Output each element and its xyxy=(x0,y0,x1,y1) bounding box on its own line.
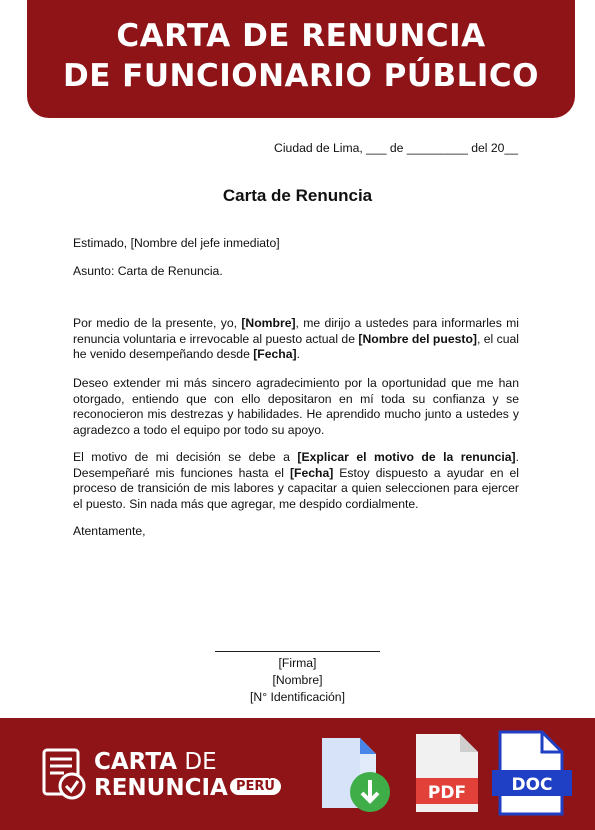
pdf-label: PDF xyxy=(427,783,467,803)
p1-placeholder-name: [Nombre] xyxy=(241,316,296,330)
signature-id: [N° Identificación] xyxy=(250,690,345,704)
banner-title-line2: DE FUNCIONARIO PÚBLICO xyxy=(62,58,540,94)
signature-line xyxy=(215,651,380,652)
p3-text-3: Estoy dispuesto a ayudar en el proceso de transición de mis labores y capacitar a quien seleccionen para ejercer el puesto. Sin nada más que agregar, me despido cordialmente. xyxy=(73,465,519,511)
p1-text-3: , el cual he venido desempeñando desde xyxy=(73,331,519,362)
footer-banner xyxy=(0,718,595,830)
signature-firma: [Firma] xyxy=(278,656,317,670)
p3-text-2: . Desempeñaré mis funciones hasta el xyxy=(73,450,519,480)
document-check-icon xyxy=(42,748,88,802)
letter-title: Carta de Renuncia xyxy=(222,186,373,205)
signature-nombre: [Nombre] xyxy=(272,673,323,687)
p3-placeholder-date: [Fecha] xyxy=(289,465,334,480)
letter-subject: Asunto: Carta de Renuncia. xyxy=(73,264,223,278)
pdf-file-icon[interactable] xyxy=(414,732,480,814)
p1-text-1: Por medio de la presente, yo, xyxy=(73,316,242,330)
paragraph-1 xyxy=(73,316,519,363)
brand-renuncia: RENUNCIA xyxy=(94,775,228,801)
p3-placeholder-reason: [Explicar el motivo de la renuncia] xyxy=(297,450,516,464)
paragraph-2: Deseo extender mi más sincero agradecimiento por la oportunidad que me han otorgado, entiendo que con ello depositaron en mí toda su confianza y se reconocieron mis destrezas y habilidades. He aprendido mucho junto a ustedes y agradezco a todo el equipo por todo su apoyo. xyxy=(73,376,519,437)
google-docs-download-icon[interactable] xyxy=(318,734,396,816)
letter-greeting: Estimado, [Nombre del jefe inmediato] xyxy=(73,236,280,250)
letter-date: Ciudad de Lima, ___ de _________ del 20__ xyxy=(274,141,518,155)
letter-closing: Atentamente, xyxy=(73,524,146,538)
paragraph-3 xyxy=(73,450,519,512)
brand-carta: CARTA xyxy=(94,749,178,775)
p1-placeholder-date: [Fecha] xyxy=(253,347,297,362)
doc-file-icon[interactable] xyxy=(492,730,574,816)
brand-peru-badge: PERÚ xyxy=(230,778,281,795)
brand-line1 xyxy=(94,750,217,774)
banner-title-line1: CARTA DE RENUNCIA xyxy=(116,18,486,54)
p3-text-1: El motivo de mi decisión se debe a xyxy=(73,450,298,464)
brand-de: DE xyxy=(177,749,217,775)
doc-label: DOC xyxy=(511,775,553,795)
p1-text-4: . xyxy=(296,347,300,362)
header-banner xyxy=(27,0,575,118)
p1-placeholder-position: [Nombre del puesto] xyxy=(358,331,477,346)
p1-text-2: , me dirijo a ustedes para informarles mi renuncia voluntaria e irrevocable al puesto actual de xyxy=(73,316,519,346)
